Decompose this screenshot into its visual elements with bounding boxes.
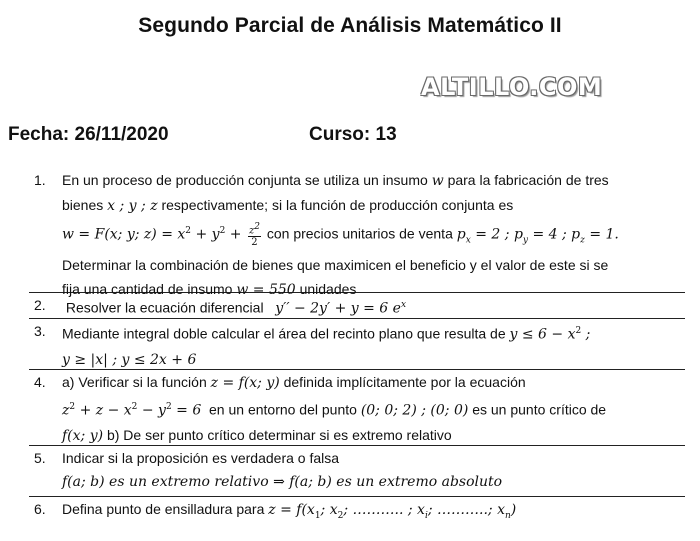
question-number: 5. [34,450,46,466]
question-number: 3. [34,323,46,339]
question-text: Defina punto de ensilladura para $z = f(x_1$; $x_2$; ……….. ; $x_i$; ………..; $x_n$) [62,501,517,521]
brand-logo: ALTILLO.COM [421,73,603,101]
exam-course: Curso: 13 [309,124,397,145]
question-5 [29,446,685,497]
question-text: $z^2 + z - x^2 - y^2 = 6$ en un entorno del punto (0; 0; 2) ; (0; 0) es un punto crítico de [62,402,607,420]
question-list [29,168,685,522]
question-text: a) Verificar si la función z = f(x; y) definida implícitamente por la ecuación [62,374,526,391]
question-text: Mediante integral doble calcular el área del recinto plano que resulta de $y \le 6 - x^2$ ; [62,325,591,343]
question-number: 1. [34,172,46,188]
question-2 [29,293,685,319]
question-1 [29,168,685,299]
question-text: fija una cantidad de insumo w = 550 unidades [62,281,357,299]
question-text: bienes x ; y ; z respectivamente; si la función de producción conjunta es [62,197,514,215]
question-text: Determinar la combinación de bienes que maximicen el beneficio y el valor de este si se [62,256,609,273]
question-number: 2. [34,297,46,313]
question-text: f(x; y) b) De ser punto crítico determinar si es extremo relativo [62,427,452,445]
fraction: $\frac{z^2}{2}$ [248,221,260,248]
question-text: w = F(x; y; $z) = x^2 + y^2$ + $\frac{z^2}{2}$ con precios unitarios de venta $p_x = 2$ ; $p_y = 4$ ; $p_z = 1$. [62,221,619,248]
question-text: f(a; b) es un extremo relativo ⇒ f(a; b) es un extremo absoluto [62,474,503,491]
question-6 [29,497,685,522]
question-number: 6. [34,501,46,517]
question-text: Resolver la ecuación diferencial y′′ − 2y′ + y = 6 $e^x$ [65,299,407,317]
exam-date: Fecha: 26/11/2020 [8,124,169,145]
question-number: 4. [34,374,46,390]
question-text: y ≥ |x| ; y ≤ 2x + 6 [62,352,197,369]
page-title: Segundo Parcial de Análisis Matemático II [138,14,562,37]
question-3 [29,319,685,370]
question-text: Indicar si la proposición es verdadera o falsa [62,450,340,466]
question-4 [29,370,685,446]
question-text: En un proceso de producción conjunta se utiliza un insumo w para la fabricación de tres [62,172,609,189]
